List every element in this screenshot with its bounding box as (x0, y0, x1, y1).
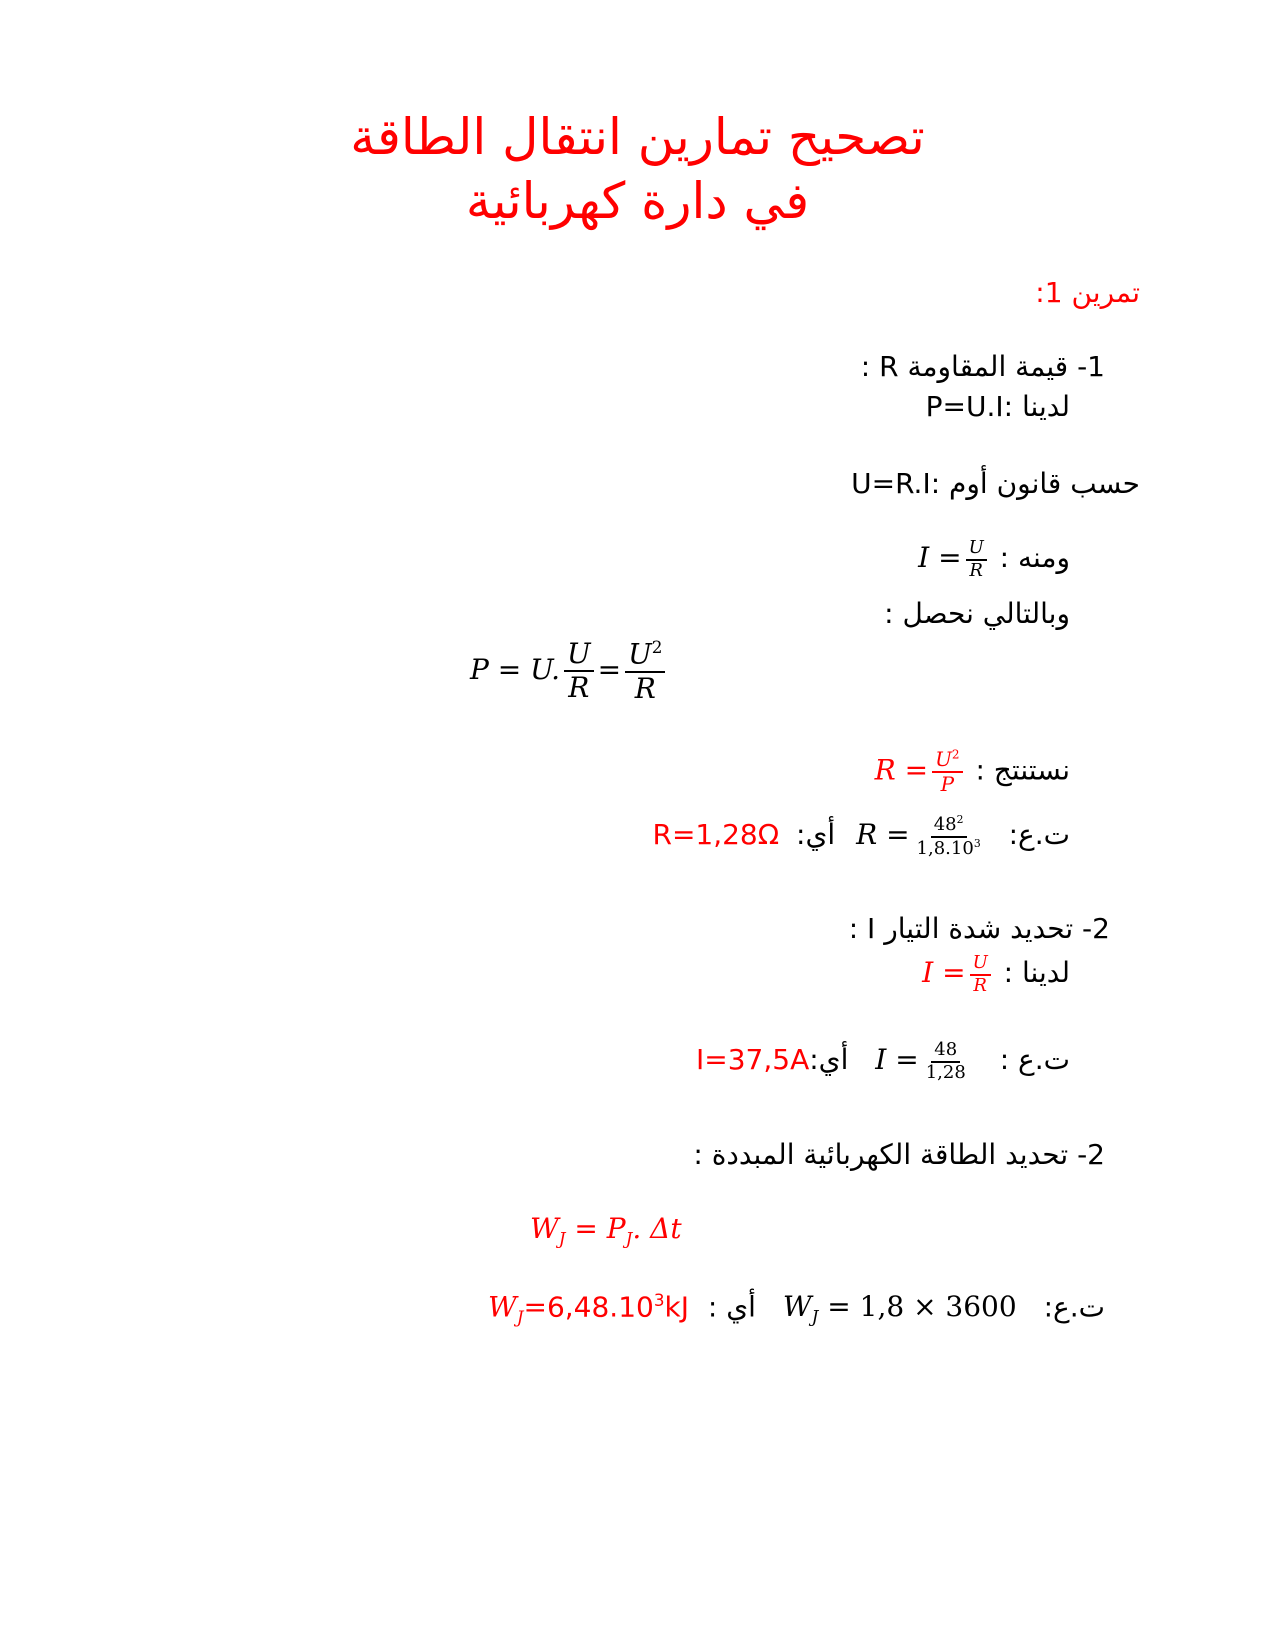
q3-mid: = P (565, 1212, 626, 1245)
q1-num-den-sup: 3 (973, 836, 981, 850)
q2-have-lhs: I = (922, 956, 966, 990)
q1-heading: 1- قيمة المقاومة R : (860, 350, 1105, 383)
q2-ie-label: أي: (809, 1043, 849, 1077)
q3-num-w: W (782, 1290, 812, 1324)
q2-have-fraction (970, 953, 991, 996)
q3-num-rhs: = 1,8 × 3600 (818, 1290, 1017, 1324)
q3-res-w: W (487, 1290, 517, 1324)
q3-num-w-sub: J (811, 1306, 819, 1327)
q2-have (922, 953, 1070, 996)
q2-result: I=37,5A (696, 1043, 810, 1077)
q2-have-den: R (973, 974, 987, 996)
q1-hence-formula (918, 538, 991, 581)
q1-num-lhs: R = (856, 818, 910, 852)
q2-num-label: ت.ع : (999, 1043, 1070, 1077)
q3-num-label: ت.ع: (1043, 1290, 1105, 1324)
q1-power-formula (470, 638, 669, 705)
q1-p-num2: U (628, 637, 652, 671)
q1-deduce-formula (875, 748, 967, 796)
q1-num-formula (856, 814, 988, 859)
q1-num-num-wrap (931, 814, 967, 838)
q2-num-num: 48 (931, 1040, 960, 1063)
q1-result: R=1,28Ω (652, 818, 780, 852)
q1-have: لدينا :P=U.I (925, 390, 1070, 423)
q1-hence (918, 538, 1070, 581)
page-title-line1: تصحيح تمارين انتقال الطاقة (350, 108, 925, 166)
q1-p-num2-wrap (625, 638, 665, 673)
q2-num-lhs: I = (875, 1043, 919, 1077)
q3-heading: 2- تحديد الطاقة الكهربائية المبددة : (693, 1138, 1105, 1171)
q1-deduce-num-wrap (932, 748, 963, 773)
q1-p-sup2: 2 (651, 637, 663, 657)
q1-p-frac1 (564, 638, 594, 704)
q1-deduce-den: P (940, 772, 955, 796)
q1-num-num: 48 (933, 814, 957, 835)
q1-deduce-lhs: R = (874, 753, 929, 787)
q2-have-num: U (970, 953, 991, 976)
q3-res-value: =6,48.10 (523, 1290, 654, 1324)
q3-p-sub: J (625, 1228, 633, 1249)
q1-p-frac2 (625, 638, 665, 705)
q3-result (488, 1290, 689, 1327)
q2-num-formula (875, 1040, 973, 1083)
q1-p-lhs: P = U. (470, 652, 561, 686)
q1-num-den: 1,8.10 (916, 837, 974, 859)
q3-numeric (488, 1290, 1105, 1327)
q1-deduce-label: نستنتج : (975, 753, 1070, 787)
q1-hence-label: ومنه : (999, 541, 1070, 575)
q1-hence-den: R (969, 559, 983, 581)
q3-w-sub: J (558, 1228, 566, 1249)
q2-num-fraction (923, 1040, 969, 1083)
q1-p-eq: = (597, 652, 622, 686)
q3-num-formula (783, 1290, 1017, 1327)
q3-end: . Δt (632, 1212, 682, 1245)
q3-res-unit: kJ (664, 1290, 690, 1324)
q1-num-num-sup: 2 (956, 813, 964, 826)
q1-hence-num: U (966, 538, 987, 561)
q1-numeric (652, 814, 1070, 859)
q1-p-den2: R (634, 671, 656, 705)
exercise-heading: تمرين 1: (1035, 276, 1140, 309)
q3-res-w-sub: J (516, 1306, 524, 1327)
q3-res-sup: 3 (653, 1290, 665, 1310)
q1-deduce-sup: 2 (951, 747, 960, 762)
q3-w: W (530, 1212, 559, 1245)
q1-p-den1: R (568, 671, 590, 705)
q2-heading: 2- تحديد شدة التيار I : (848, 912, 1110, 945)
q1-ie-label: أي: (796, 818, 836, 852)
q2-have-label: لدينا : (1003, 956, 1070, 990)
q2-num-den: 1,28 (925, 1061, 966, 1083)
q1-hence-fraction (966, 538, 987, 581)
q2-have-formula (922, 953, 995, 996)
q1-ohm-law: حسب قانون أوم :U=R.I (851, 467, 1140, 500)
q1-hence-lhs: I = (918, 541, 962, 575)
q1-num-label: ت.ع: (1008, 818, 1070, 852)
q1-deduce-fraction (932, 748, 963, 796)
page-title-line2: في دارة كهربائية (465, 172, 810, 230)
q1-deduce (875, 748, 1070, 796)
q2-numeric (696, 1040, 1070, 1083)
q3-ie-label: أي : (707, 1290, 756, 1324)
q1-num-fraction (914, 814, 984, 859)
q1-p-num1: U (564, 638, 594, 672)
q1-num-den-wrap (914, 838, 984, 860)
q1-deduce-num: U (935, 747, 952, 771)
q3-formula (530, 1212, 682, 1249)
q1-thus: وبالتالي نحصل : (884, 597, 1070, 630)
